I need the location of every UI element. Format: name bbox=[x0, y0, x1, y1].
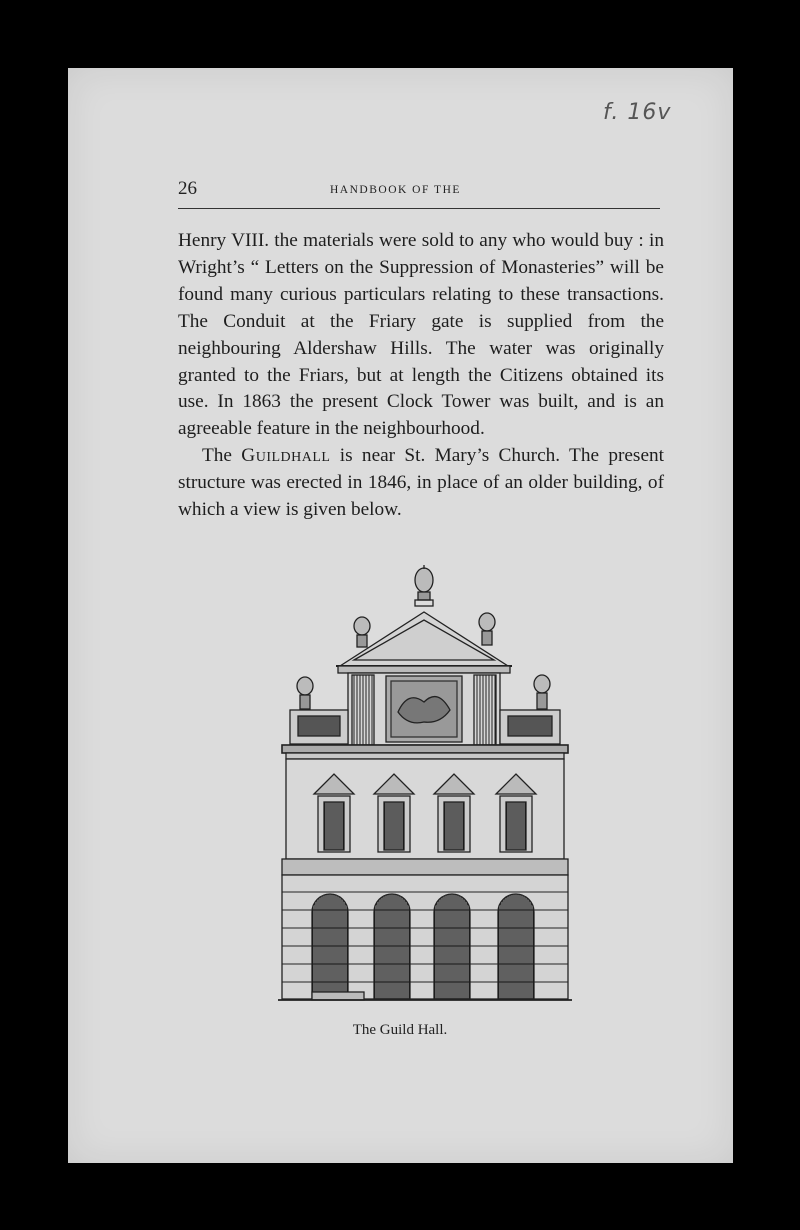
top-finial-urn bbox=[415, 565, 433, 606]
body-text bbox=[178, 228, 664, 524]
running-head bbox=[178, 178, 660, 209]
figure-caption: The Guild Hall. bbox=[352, 1022, 448, 1038]
paragraph-2 bbox=[178, 443, 664, 524]
guildhall-smallcaps: Guildhall bbox=[241, 445, 331, 467]
paragraph-2-rest: is near St. Mary’s Church. The present structure was erected in 1846, in place of an older building, of which a view is given below. bbox=[178, 445, 664, 521]
guild-hall-engraving bbox=[278, 562, 572, 1006]
handwritten-folio-note: f. 16v bbox=[603, 100, 672, 125]
paragraph-2-lead: The bbox=[202, 445, 242, 467]
page-number: 26 bbox=[178, 178, 197, 199]
paragraph-1: Henry VIII. the materials were sold to any who would buy : in Wright’s “ Letters on the Suppression of Monasteries” will be found many curious particulars relating to these transactions. The Conduit at the Friary gate is supplied from the neighbouring Aldershaw Hills. The water was originally granted to the Friars, but at length the Citizens obtained its use. In 1863 the present Clock Tower was built, and is an agreeable feature in the neighbourhood. bbox=[178, 230, 664, 440]
running-head-title: HANDBOOK OF THE bbox=[330, 184, 461, 196]
